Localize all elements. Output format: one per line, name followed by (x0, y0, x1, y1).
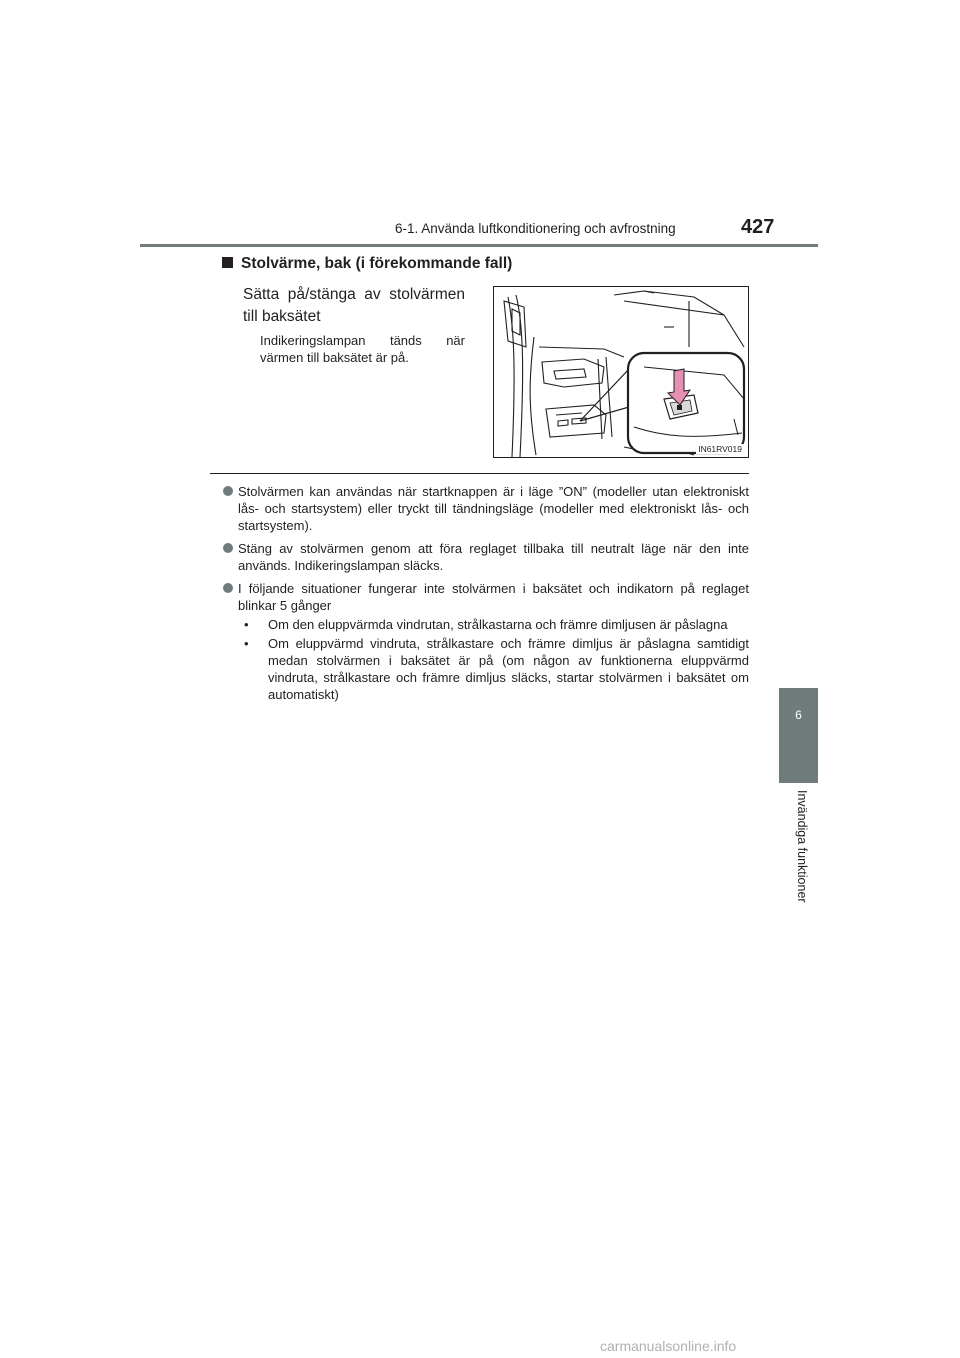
footer-watermark[interactable]: carmanualsonline.info (600, 1338, 737, 1354)
note-text: Stäng av stolvärmen genom att föra reglaget tillbaka till neutralt läge när den inte används. Indikeringslampan släcks. (238, 541, 749, 573)
sub-item-text: Om den eluppvärmda vindrutan, strålkastarna och främre dimljusen är påslagna (268, 617, 728, 632)
section-heading-text: Stolvärme, bak (i förekommande fall) (241, 255, 513, 272)
note-text: I följande situationer fungerar inte stolvärmen i baksätet och indikatorn på reglaget blinkar 5 gånger (238, 581, 749, 613)
small-bullet-icon: • (244, 636, 249, 651)
small-bullet-icon: • (244, 617, 249, 632)
notes-list (222, 483, 749, 709)
seat-heater-illustration (493, 286, 749, 458)
round-bullet-icon (223, 486, 233, 496)
page-number: 427 (741, 216, 775, 238)
chapter-number: 6 (795, 708, 802, 722)
note-item (222, 483, 749, 534)
header-section-title: 6-1. Använda luftkonditionering och avfrostning (395, 221, 676, 236)
note-text: Stolvärmen kan användas när startknappen är i läge ”ON” (modeller utan elektroniskt lås- och startsystem) eller tryckt till tändningsläge (modeller med elektroniskt lås- och startsystem). (238, 484, 749, 533)
round-bullet-icon (223, 583, 233, 593)
sub-list (238, 616, 749, 703)
note-item (222, 580, 749, 703)
note-item (222, 540, 749, 574)
section-divider (210, 473, 749, 474)
round-bullet-icon (223, 543, 233, 553)
section-heading (222, 255, 512, 273)
figure-code: IN61RV019 (698, 444, 742, 454)
sub-list-item (240, 616, 749, 633)
step-title: Sätta på/stänga av stolvärmen till baksätet (243, 286, 465, 325)
square-bullet-icon (222, 257, 233, 268)
sub-list-item (240, 635, 749, 703)
chapter-title: Invändiga funktioner (795, 790, 809, 903)
header-divider (140, 244, 818, 247)
chapter-tab[interactable] (779, 688, 818, 783)
sub-item-text: Om eluppvärmd vindruta, strålkastare och främre dimljus är påslagna samtidigt medan stolvärmen i baksätet är på (om någon av funktionerna eluppvärmd vindruta, strålkastare och främre dimljus släcks, startar stolvärmen i baksätet om automatiskt) (268, 636, 749, 702)
step-note: Indikeringslampan tänds när värmen till baksätet är på. (260, 333, 465, 365)
door-panel-drawing (494, 287, 748, 457)
